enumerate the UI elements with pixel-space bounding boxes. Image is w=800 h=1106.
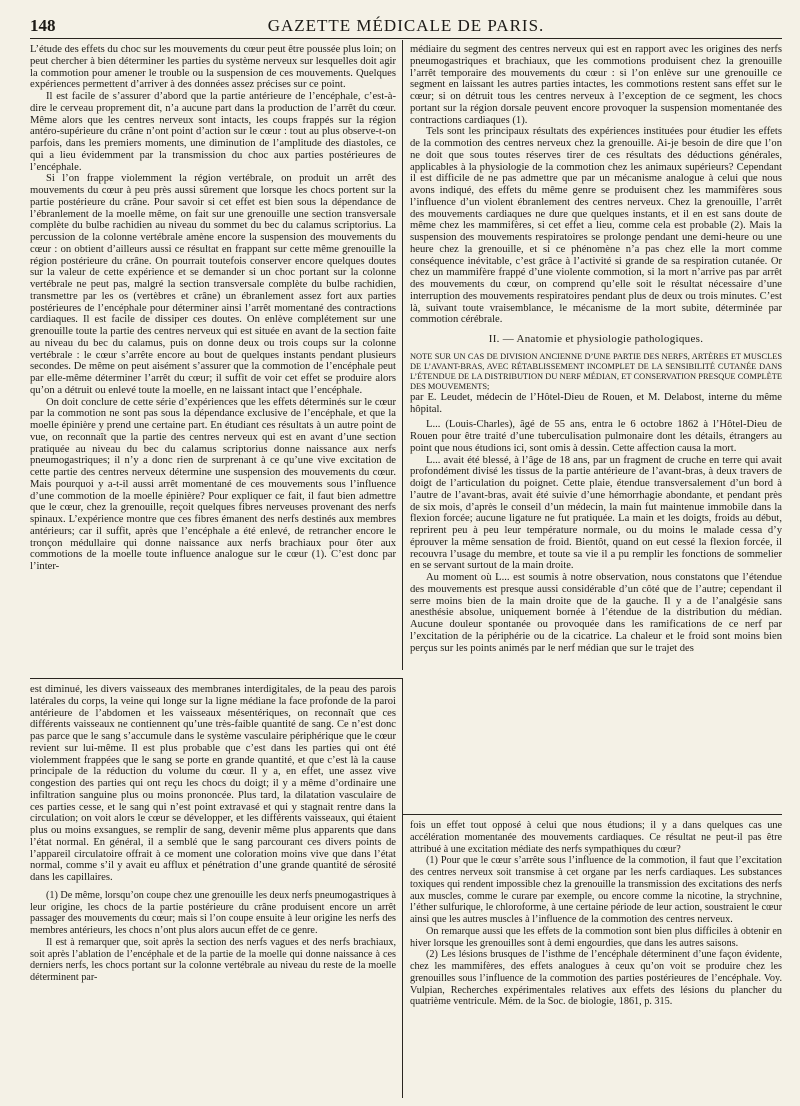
paragraph: est diminué, les divers vaisseaux des membranes interdigitales, de la peau des parois latérales du corps, la veine qui longe sur la ligne médiane la face profonde de la paroi antérieure de l’abdomen et les vaisseaux mésentériques, on reconnaît que ces différents vaisseaux ne contiennent qu’une très-faible quantité de sang. Ce n’est donc pas parce que le sang s’accumule dans le système vasculaire périphérique que le cœur revient sur lui-même. Il est plus probable que c’est dans les parties qui ont été violemment frappées que le sang se porte en grande quantité, et que c’est là la cause principale de la réduction du volume du cœur. Il y a, en effet, une assez vive congestion des parties qui ont reçu les chocs du doigt; il y a même d’ordinaire une infiltration sanguine plus ou moins prononcée. Plus tard, la dilatation vasculaire de ces parties cesse, et le sang qui n’est point extravasé et qui y stagnait rentre dans la circulation; on voit alors le cœur se développer, et les différents vaisseaux, qui étaient plus ou moins exsangues, se remplir de sang, devenir même plus apparents que dans l’état normal. En général, il a semblé que le sang parcourant ces divers points de l’appareil circulatoire offrait à ce moment une coloration moins vive que dans l’état normal, comme s’il y avait eu afflux et pénétration d’une grande quantité de sérosité dans les capillaires.: [30, 684, 396, 883]
article-title: NOTE SUR UN CAS DE DIVISION ANCIENNE D’UNE PARTIE DES NERFS, ARTÈRES ET MUSCLES DE L’AVANT-BRAS, AVEC RÉTABLISSEMENT INCOMPLET DE LA SENSIBILITÉ CUTANÉE DANS L’ÉTENDUE DE LA DISTRIBUTION DU NERF MÉDIAN, ET CONSERVATION PRESQUE COMPLÈTE DES MOUVEMENTS;: [410, 351, 782, 391]
lower-left-column: [30, 684, 396, 1098]
paragraph: On doit conclure de cette série d’expériences que les effets déterminés sur le cœur par la commotion ne sont pas sous la dépendance exclusive de l’encéphale, et que la moelle épinière y prend une certaine part. En étudiant ces résultats à un autre point de vue, on reconnaît que la partie des centres nerveux qui est en avant d’une section pratiquée au niveau du bec du calamus scriptorius donne naissance aux nerfs pneumogastriques; il n’y a donc rien de surprenant à ce qu’une vive excitation de cette partie des centres nerveux détermine une suspension des mouvements du cœur. Mais pourquoi y a-t-il aussi arrêt momentané de ces mouvements sous l’influence d’une commotion de la moelle épinière? Pour expliquer ce fait, il faut bien admettre que le cœur, chez la grenouille, reçoit quelques fibres nerveuses provenant des nerfs spinaux. L’expérience montre que ces fibres émanent des nerfs destinés aux membres antérieurs; car il suffit, après que l’encéphale a été enlevé, de retrancher encore le tronçon médullaire qui donne naissance aux nerfs brachiaux pour ôter aux commotions de la moelle toute influence analogue sur le cœur (1). C’est donc par l’inter-: [30, 396, 396, 572]
page-header: [30, 14, 782, 39]
upper-left-column: [30, 44, 396, 674]
paragraph: L’étude des effets du choc sur les mouvements du cœur peut être poussée plus loin; on peut chercher à bien déterminer les parties du système nerveux sur lesquelles doit agir la commotion pour amener le trouble ou la suspension de ces mouvements. Quelques expériences permettent d’arriver à des données assez précises sur ce point.: [30, 44, 396, 91]
paragraph: Il est facile de s’assurer d’abord que la partie antérieure de l’encéphale, c’est-à-dire le cerveau proprement dit, n’a aucune part dans la production de l’arrêt du cœur. Même alors que les centres nerveux sont intacts, les coups frappés sur la région antéro-supérieure du crâne n’ont point d’action sur le cœur : tout au plus observe-t-on parfois, dans les premiers moments, une diminution de l’amplitude des diastoles, ce qui a lieu évidemment par la transmission du choc aux parties postérieures de l’encéphale.: [30, 91, 396, 173]
footnotes-left: [30, 890, 396, 984]
footnote: Il est à remarquer que, soit après la section des nerfs vagues et des nerfs brachiaux, soit après l’ablation de l’encéphale et de la partie de la moelle qui donne naissance à ces derniers nerfs, les chocs portant sur la colonne vertébrale au niveau du reste de la moelle déterminent par-: [30, 936, 396, 983]
lower-right-footnotes: [410, 820, 782, 1098]
paragraph: Si l’on frappe violemment la région vertébrale, on produit un arrêt des mouvements du cœur à peu près aussi sûrement que lorsque les chocs portent sur la partie postérieure du crâne. Pour savoir si cet effet est bien sous la dépendance de l’ébranlement de la moelle même, on fait sur une grenouille une section transversale complète du bulbe rachidien au niveau du sommet du bec du calamus scriptorius. La percussion de la colonne vertébrale amène encore la suspension des mouvements du cœur : on obtient d’ailleurs aussi ce résultat en frappant sur cette même grenouille la région postérieure du crâne. On pourrait toutefois conserver encore quelques doutes sur la valeur de cette expérience et se demander si un choc portant sur la colonne vertébrale ne peut pas, malgré la section transversale complète du bulbe rachidien, transmettre par les os (vertèbres et crâne) un ébranlement assez fort aux parties postérieures de l’encéphale pour déterminer ainsi l’arrêt momentané des contractions cardiaques. Il est facile de dissiper ces doutes. On enlève complétement sur une grenouille toute la partie des centres nerveux qui est située en avant de la section faite au niveau du bec du calamus, puis on donne deux ou trois coups sur la colonne vertébrale : le cœur s’arrête encore au bout de quelques instants pendant plusieurs secondes. De même on peut aisément s’assurer que la commotion de l’encéphale peut par elle-même déterminer l’arrêt du cœur; il suffit de voir cet effet se produire alors qu’on a détruit ou enlevé toute la moelle, en ne laissant intact que l’encéphale.: [30, 173, 396, 396]
footnote: On remarque aussi que les effets de la commotion sont bien plus difficiles à obtenir en hiver lorsque les grenouilles sont à demi engourdies, que dans les autres saisons.: [410, 925, 782, 949]
column-rule-lower: [402, 678, 403, 1098]
column-rule-upper: [402, 40, 403, 670]
section-title: II. — Anatomie et physiologie pathologiques.: [488, 333, 704, 345]
footnote: (1) Pour que le cœur s’arrête sous l’influence de la commotion, il faut que l’excitation des centres nerveux soit transmise à cet organe par les nerfs cardiaques. Les substances toxiques qui rendent impossible chez la grenouille la transmission des excitations des nerfs aux muscles, comme le curare par exemple, ou encore comme la nicotine, la strychnine, l’éther sulfurique, le chloroforme, à une certaine période de leur action, soustraient le cœur ainsi que les autres muscles à l’influence de la commotion des centres nerveux.: [410, 855, 782, 925]
article-authors: par E. Leudet, médecin de l’Hôtel-Dieu de Rouen, et M. Delabost, interne du même hôpital.: [410, 391, 782, 415]
footnote: (1) De même, lorsqu’on coupe chez une grenouille les deux nerfs pneumogastriques à leur origine, les chocs de la partie postérieure du crâne produisent encore un arrêt passager des mouvements du cœur; mais si l’on coupe ensuite à leur origine les nerfs des membres antérieurs, les chocs n’ont plus alors aucun effet de ce genre.: [30, 889, 396, 936]
footnote: fois un effet tout opposé à celui que nous étudions; il y a dans quelques cas une accélération momentanée des mouvements cardiaques. Ce résultat ne peut-il pas être attribué à une excitation médiate des nerfs sympathiques du cœur?: [410, 820, 782, 855]
journal-title: GAZETTE MÉDICALE DE PARIS.: [267, 16, 545, 35]
page-number: 148: [30, 16, 56, 35]
paragraph: L... (Louis-Charles), âgé de 55 ans, entra le 6 octobre 1862 à l’Hôtel-Dieu de Rouen pour être traité d’une tuberculisation pulmonaire dont les détails, étrangers au point que nous étudions ici, sont omis à dessin. Cette affection causa la mort.: [410, 419, 782, 454]
paragraph: médiaire du segment des centres nerveux qui est en rapport avec les origines des nerfs pneumogastriques et brachiaux, que les commotions produisent chez la grenouille l’arrêt temporaire des mouvements du cœur : si l’on enlève sur une grenouille ce segment en laissant les autres parties intactes, les commotions restent sans effet sur le cœur; si on détruit tous les centres nerveux à l’exception de ce segment, les chocs portant sur la région dorsale peuvent encore provoquer la suspension momentanée des contractions cardiaques (1).: [410, 44, 782, 126]
horizontal-rule-left: [30, 678, 402, 679]
upper-right-column: [410, 44, 782, 814]
horizontal-rule-right: [403, 814, 782, 815]
paragraph: Tels sont les principaux résultats des expériences instituées pour étudier les effets de la commotion des centres nerveux chez la grenouille. Ai-je besoin de dire que l’on ne doit que sous toutes réserves tirer de ces résultats des déductions générales, applicables à la physiologie de la commotion chez les animaux supérieurs? Cependant il est difficile de ne pas admettre que par un mécanisme analogue à celui que nous avons indiqué, des effets du même genre se produisent chez les mammifères sous l’influence d’un violent ébranlement des centres nerveux. Chez la grenouille, l’arrêt des mouvements cardiaques ne dure que quelques instants, et il en est sans doute de même chez les mammifères, si cet effet a lieu, comme cela est probable (2). Mais la suspension des mouvements respiratoires se prolonge pendant une demi-heure ou une heure chez la grenouille, et si ce phénomène n’a pas chez elle la mort comme conséquence inévitable, c’est grâce à l’activité si grande de sa respiration cutanée. Or chez un mammifère frappé d’une violente commotion, si la mort n’arrive pas par arrêt des mouvements du cœur, on comprend qu’elle soit le résultat nécessaire d’une interruption des mouvements respiratoires pendant plus de deux ou trois minutes. C’est là, suivant toute vraisemblance, le mécanisme de la mort subite, déterminée par commotion cérébrale.: [410, 126, 782, 326]
footnote: (2) Les lésions brusques de l’isthme de l’encéphale déterminent d’une façon évidente, chez les mammifères, des effets analogues à ceux qu’on voit se produire chez les grenouilles sous l’influence de la commotion des parties postérieures de l’encéphale. Voy. Vulpian, Recherches expérimentales relatives aux effets des lésions du plancher du quatrième ventricule. Mém. de la Soc. de biologie, 1861, p. 315.: [410, 949, 782, 1008]
paragraph: Au moment où L... est soumis à notre observation, nous constatons que l’étendue des mouvements est presque aussi considérable d’un côté que de l’autre; cependant il serre moins bien de la main droite que de la gauche. Il y a de l’analgésie sans anesthésie absolue, uniquement bornée à l’étendue de la distribution du médian. Aucune douleur spontanée ou provoquée dans les ramifications de ce nerf par l’excitation de la périphérie ou de la cicatrice. La chaleur et le froid sont moins bien perçus sur les points animés par le nerf médian que sur le trajet des: [410, 572, 782, 654]
paragraph: L... avait été blessé, à l’âge de 18 ans, par un fragment de cruche en terre qui avait profondément divisé les tissus de la partie antérieure de l’avant-bras, à deux travers de doigt de l’articulation du poignet. Cette plaie, étendue transversalement d’un bord à l’autre de l’avant-bras, avait été suivie d’une hémorrhagie abondante, et pendant près de six mois, d’après le conseil d’un médecin, la main fut maintenue immobile dans la flexion forcée; aucune ligature ne fut pratiquée. La main et les doigts, froids au début, reprirent peu à peu leur température normale, ou du moins le malade cessa d’y éprouver la même sensation de froid. Bientôt, quand on eut cessé la flexion forcée, il recouvra l’usage du membre, et toute sa vie il a pu remplir les fonctions de sommelier en se servant surtout de la main droite.: [410, 454, 782, 572]
